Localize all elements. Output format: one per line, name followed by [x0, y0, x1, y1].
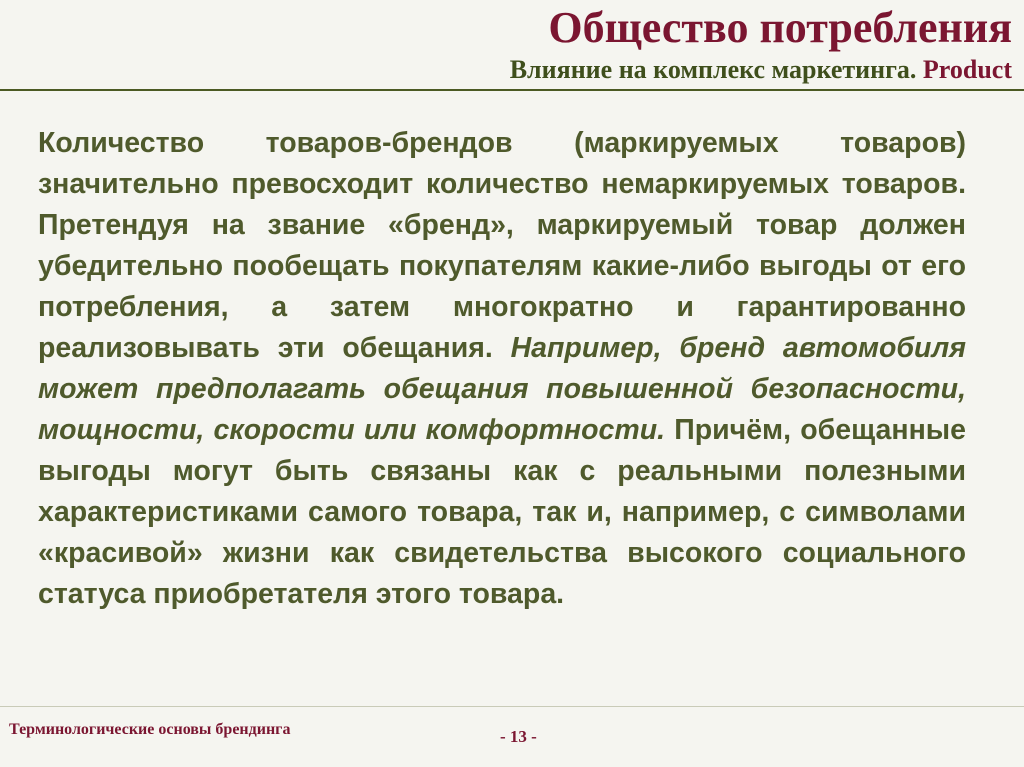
slide-subtitle: [510, 54, 1012, 86]
footer-divider: [0, 706, 1024, 707]
subtitle-main: Влияние на комплекс маркетинга.: [509, 55, 917, 84]
header-divider: [0, 89, 1024, 91]
body-text-conclusion: Причём, обещанные выгоды могут быть связаны как с реальными полезными характеристиками самого товара, так и, например, с символами «красивой» жизни как свидетельства высокого социального статуса приобретателя этого товара.: [38, 414, 966, 610]
slide-title: Общество потребления: [548, 3, 1012, 52]
footer-course-title: Терминологические основы брендинга: [9, 721, 291, 738]
body-text-intro: Количество товаров-брендов (маркируемых товаров) значительно превосходит количество немаркируемых товаров. Претендуя на звание «бренд», маркируемый товар должен убедительно пообещать покупателям какие-либо выгоды от его потребления, а затем многократно и гарантированно реализовывать эти обещания.: [38, 127, 966, 364]
subtitle-accent: Product: [922, 55, 1012, 84]
body-text-example: Например, бренд автомобиля может предполагать обещания повышенной безопасности, мощности, скорости или комфортности.: [38, 332, 966, 446]
body-paragraph: [38, 123, 966, 615]
page-number: - 13 -: [500, 727, 537, 746]
